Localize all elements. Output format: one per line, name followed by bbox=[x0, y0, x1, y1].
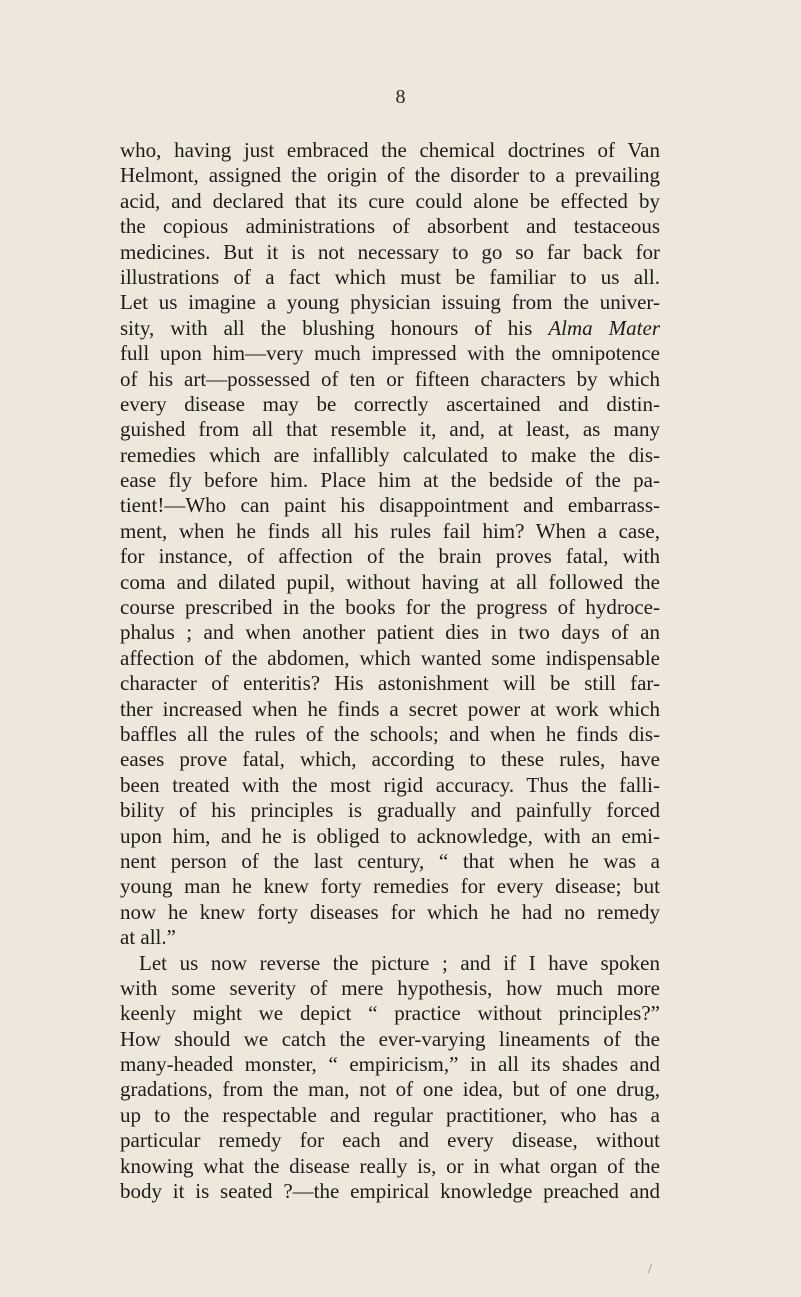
text-line: affection of the abdomen, which wanted some indispensable bbox=[120, 645, 660, 670]
text-line: young man he knew forty remedies for every disease; but bbox=[120, 874, 660, 899]
text-line: remedies which are infallibly calculated to make the dis- bbox=[120, 442, 660, 467]
text-line: tient!—Who can paint his disappointment and embarrass- bbox=[120, 493, 660, 518]
text-line: the copious administrations of absorbent and testaceous bbox=[120, 214, 660, 239]
text-line: acid, and declared that its cure could alone be effected by bbox=[120, 188, 660, 213]
text-line: keenly might we depict “ practice without principles?” bbox=[120, 1001, 660, 1026]
text-line: who, having just embraced the chemical doctrines of Van bbox=[120, 138, 660, 162]
text-line: medicines. But it is not necessary to go so far back for bbox=[120, 239, 660, 264]
text-line: for instance, of affection of the brain proves fatal, with bbox=[120, 544, 660, 569]
text-line: Helmont, assigned the origin of the disorder to a prevailing bbox=[120, 163, 660, 188]
text-line: phalus ; and when another patient dies in two days of an bbox=[120, 620, 660, 645]
text-line: gradations, from the man, not of one idea, but of one drug, bbox=[120, 1077, 660, 1102]
text-line: baffles all the rules of the schools; and when he finds dis- bbox=[120, 721, 660, 746]
text-line: nent person of the last century, “ that when he was a bbox=[120, 848, 660, 873]
text-line: character of enteritis? His astonishment will be still far- bbox=[120, 671, 660, 696]
text-line: ease fly before him. Place him at the bedside of the pa- bbox=[120, 468, 660, 493]
text-line: Let us now reverse the picture ; and if I have spoken bbox=[139, 950, 660, 975]
text-line: coma and dilated pupil, without having at all followed the bbox=[120, 569, 660, 594]
text-line: guished from all that resemble it, and, at least, as many bbox=[120, 417, 660, 442]
text-line: up to the respectable and regular practitioner, who has a bbox=[120, 1102, 660, 1127]
text-line: body it is seated ?—the empirical knowledge preached and bbox=[120, 1179, 660, 1204]
text-line: illustrations of a fact which must be familiar to us all. bbox=[120, 264, 660, 289]
text-line: bility of his principles is gradually and painfully forced bbox=[120, 798, 660, 823]
text-line: now he knew forty diseases for which he had no remedy bbox=[120, 899, 660, 924]
text-line-with-italic bbox=[120, 316, 660, 341]
italic-phrase: Alma Mater bbox=[548, 315, 660, 340]
text-line: at all.” bbox=[120, 925, 176, 950]
text-line: particular remedy for each and every disease, without bbox=[120, 1128, 660, 1153]
text-line: been treated with the most rigid accuracy. Thus the falli- bbox=[120, 772, 660, 797]
text-line: with some severity of mere hypothesis, how much more bbox=[120, 975, 660, 1000]
text-line: knowing what the disease really is, or in what organ of the bbox=[120, 1153, 660, 1178]
text-line: Let us imagine a young physician issuing from the univer- bbox=[120, 290, 660, 315]
text-line: ment, when he finds all his rules fail him? When a case, bbox=[120, 518, 660, 543]
text-line: many-headed monster, “ empiricism,” in all its shades and bbox=[120, 1052, 660, 1077]
text-line: ther increased when he finds a secret power at work which bbox=[120, 696, 660, 721]
text-fragment: sity, with all the blushing honours of his bbox=[120, 315, 549, 340]
text-line: eases prove fatal, which, according to these rules, have bbox=[120, 747, 660, 772]
text-line: every disease may be correctly ascertained and distin- bbox=[120, 391, 660, 416]
text-line: How should we catch the ever-varying lineaments of the bbox=[120, 1026, 660, 1051]
stray-pencil-mark: / bbox=[648, 1262, 652, 1277]
text-line: full upon him—very much impressed with the omnipotence bbox=[120, 341, 660, 366]
text-line: course prescribed in the books for the progress of hydroce- bbox=[120, 595, 660, 620]
text-line: upon him, and he is obliged to acknowledge, with an emi- bbox=[120, 823, 660, 848]
page-number: 8 bbox=[395, 86, 406, 108]
text-line: of his art—possessed of ten or fifteen characters by which bbox=[120, 366, 660, 391]
body-text bbox=[120, 138, 660, 1204]
